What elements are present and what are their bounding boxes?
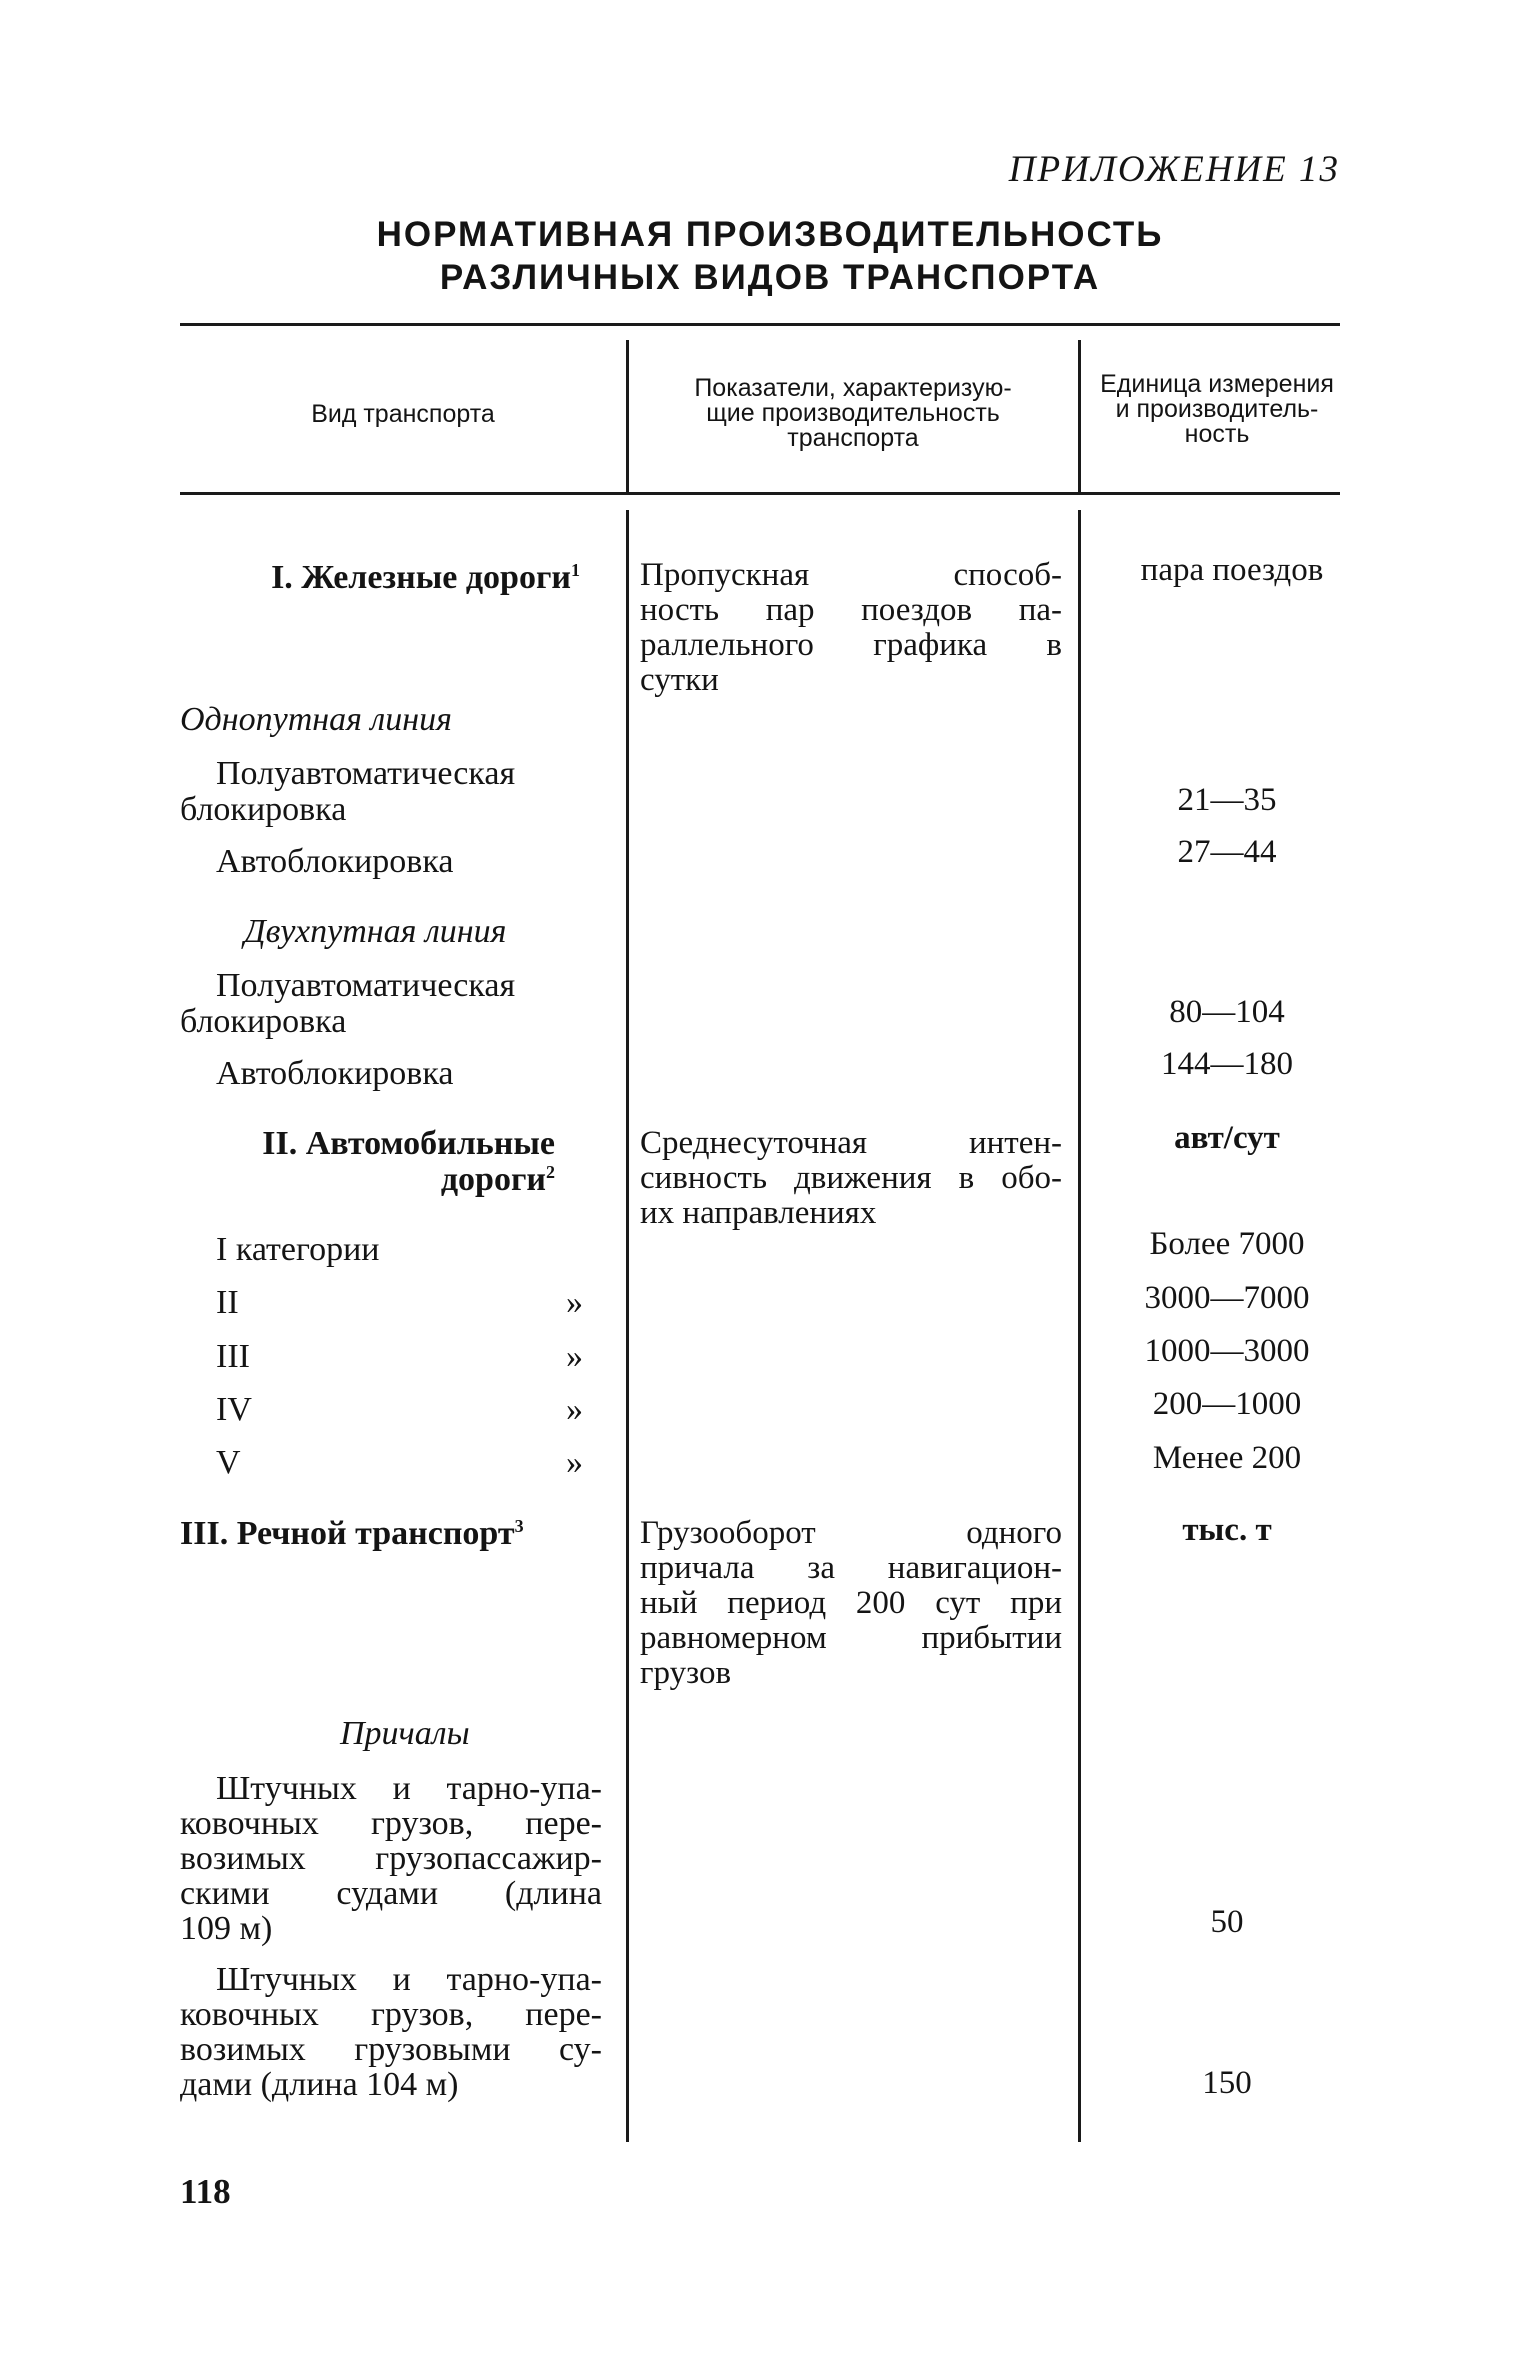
table-row: Полуавтоматическая блокировка: [180, 755, 516, 828]
column-divider-1: [626, 510, 629, 2142]
section-heading-river: III. Речной транспорт$^3$: [180, 1515, 524, 1552]
table-row-value: 3000—7000: [1144, 1280, 1310, 1316]
appendix-label: ПРИЛОЖЕНИЕ 13: [1008, 149, 1340, 190]
table-row-value: 150: [1202, 2065, 1252, 2101]
table-row-value: 21—35: [1177, 782, 1277, 818]
table-top-rule: [180, 323, 1340, 326]
header-unit: Единица измерения и производитель- ность: [1100, 370, 1334, 448]
table-row-value: Более 7000: [1149, 1226, 1305, 1262]
table-row-value: Менее 200: [1152, 1440, 1302, 1476]
table-row-value: 200—1000: [1152, 1386, 1302, 1422]
table-row-value: 50: [1210, 1904, 1244, 1940]
header-divider-2: [1078, 340, 1081, 492]
railways-unit: пара поездов: [1140, 552, 1324, 588]
table-row: I категории: [216, 1231, 380, 1268]
header-bottom-rule: [180, 492, 1340, 495]
river-unit: тыс. т: [1182, 1512, 1272, 1548]
section-heading-railways: I. Железные дороги$^1$: [271, 559, 580, 596]
roads-unit: авт/сут: [1174, 1120, 1280, 1156]
page-number: 118: [180, 2172, 231, 2211]
page-title-line-2: РАЗЛИЧНЫХ ВИДОВ ТРАНСПОРТА: [439, 258, 1101, 297]
header-transport-type: Вид транспорта: [311, 400, 495, 428]
table-row: Штучных и тарно-упа- ковочных грузов, пере- возимых грузопассажир- скими судами (длина 109 м): [180, 1770, 602, 1947]
table-row: Полуавтоматическая блокировка: [180, 967, 516, 1040]
table-row: Штучных и тарно-упа- ковочных грузов, пере- возимых грузовыми су- дами (длина 104 м): [180, 1961, 602, 2103]
table-row-value: 1000—3000: [1144, 1333, 1310, 1369]
subheading-double-track: Двухпутная линия: [244, 913, 507, 950]
subheading-single-track: Однопутная линия: [180, 701, 452, 738]
table-row: V »: [216, 1444, 583, 1481]
railways-indicator: Пропускная способ- ность пар поездов па- раллельного графика в сутки: [640, 557, 1062, 698]
subheading-berths: Причалы: [340, 1715, 470, 1752]
river-indicator: Грузооборот одного причала за навигацион- ный период 200 сут при равномерном прибытии грузов: [640, 1515, 1062, 1691]
table-row: Автоблокировка: [216, 843, 454, 880]
table-row: IV »: [216, 1391, 583, 1428]
roads-indicator: Среднесуточная интен- сивность движения в обо- их направлениях: [640, 1125, 1062, 1231]
header-divider-1: [626, 340, 629, 492]
table-row-value: 27—44: [1177, 834, 1277, 870]
table-row-value: 80—104: [1169, 994, 1285, 1030]
table-row-value: 144—180: [1161, 1046, 1293, 1082]
table-row: Автоблокировка: [216, 1055, 454, 1092]
section-heading-roads: II. Автомобильные дороги$^2$: [262, 1125, 555, 1198]
column-divider-2: [1078, 510, 1081, 2142]
page-title-line-1: НОРМАТИВНАЯ ПРОИЗВОДИТЕЛЬНОСТЬ: [376, 215, 1164, 254]
header-indicators: Показатели, характеризую- щие производительность транспорта: [694, 374, 1012, 452]
table-row: II »: [216, 1284, 583, 1321]
table-row: III »: [216, 1338, 583, 1375]
